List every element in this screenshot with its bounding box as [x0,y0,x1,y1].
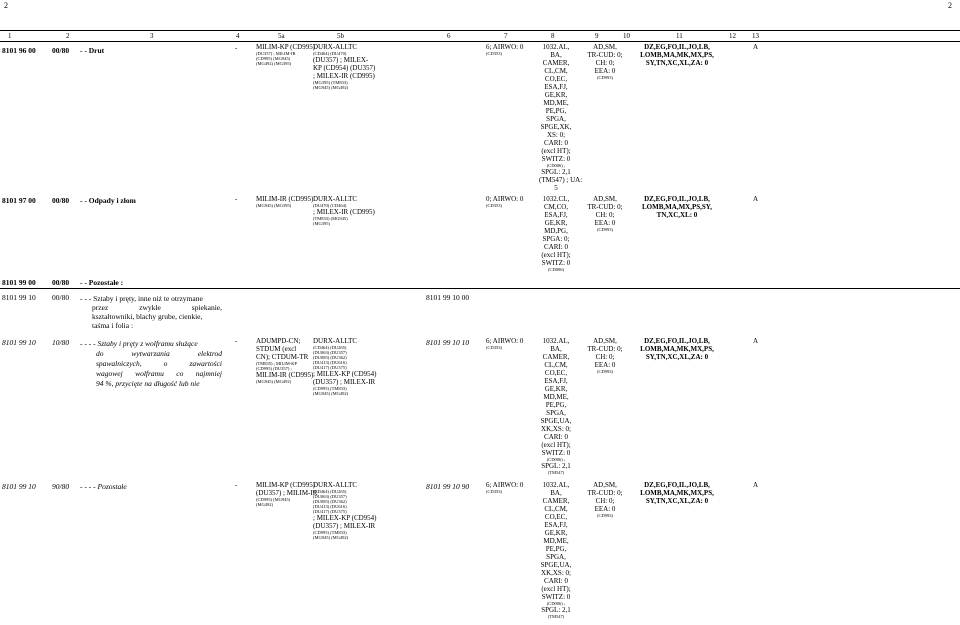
col8-cell: 1032.AL, BA, CAMER, CL,CM, CO,EC, ESA,FJ, GE,KR, MD,ME, PE,PG, SPGA, SPGE,XK, XS: 0; CARI: 0 (excl HT); SWITZ: 0 (CD006) ; SPGL: 2,1 (TM547) ; UA: 5 [539,43,583,192]
col4-value: - [235,337,238,345]
page-number-right: 2 [948,1,952,10]
col-header-6: 6 [447,32,451,40]
col9-cell: AD,SM, TR-CUD: 0; CH: 0; EEA: 0 (CD993) [587,481,623,518]
col8-cell: 1032.AL, BA, CAMER, CL,CM, CO,EC, ESA,FJ, GE,KR, MD,ME, PE,PG, SPGA, SPGE,UA, XK,XS: 0; CARI: 0 (excl HT); SWITZ: 0 (CD006) ; SPGL: 2,1 (TM547) [540,337,572,475]
cn-code: 8101 96 00 [2,46,36,55]
cn-suffix: 00/80 [52,196,70,205]
row-description: - - - Sztaby i pręty, inne niż te otrzymane przez zwykłe spiekanie, kształtowniki, blachy grube, cienkie, taśma i folia : [80,294,222,330]
row-description: - - Drut [80,46,105,55]
col4-value: - [235,195,238,203]
col6-value: 8101 99 10 00 [426,293,470,302]
col4-value: - [235,44,238,52]
col8-cell: 1032.CL, CM,CO, ESA,FJ, GE,KR, MD,PG, SPGA: 0; CARI: 0 (excl HT); SWITZ: 0 (CD006) [541,195,571,272]
col7-cell: 6; AIRWO: 0 (CD353) [486,481,524,494]
page-number-left: 2 [4,1,8,10]
cn-suffix: 90/80 [52,482,70,491]
cn-suffix: 00/80 [52,293,70,302]
col-header-4: 4 [236,32,240,40]
cn-code: 8101 99 10 [2,482,36,491]
col11-cell: DZ,EG,FO,IL,JO,LB, LOMB,MA,MK,MX,PS, SY,TN,XC,XL,ZA: 0 [640,43,714,67]
col-header-11: 11 [676,32,683,40]
col-header-8: 8 [551,32,555,40]
row-description: - - Pozostałe : [80,278,124,287]
col11-cell: DZ,EG,FO,IL,JO,LB, LOMB,MA,MK,MX,PS, SY,TN,XC,XL,ZA: 0 [640,481,714,505]
row-description: - - - - Sztaby i pręty z wolframu służące do wytwarzania elektrod spawalniczych, o zawartości wagowej wolframu co najmniej 94 %, przycięte na długość lub nie [80,339,222,388]
col9-cell: AD,SM, TR-CUD: 0; CH: 0; EEA: 0 (CD993) [587,337,623,374]
cn-code: 8101 97 00 [2,196,36,205]
row-description: - - Odpady i złom [80,196,136,205]
col-header-12: 12 [729,32,736,40]
cn-suffix: 00/80 [52,46,70,55]
col5a-cell: MILIM-KP (CD995) (DU357) ; MILIM-IR (CD995) (MG945) (MG492) [256,481,318,507]
col9-cell: AD,SM, TR-CUD: 0; CH: 0; EEA: 0 (CD993) [587,195,623,232]
col-header-13: 13 [752,32,759,40]
col13-value: A [753,481,759,489]
col-header-9: 9 [595,32,599,40]
cn-code: 8101 99 10 [2,293,36,302]
col5b-cell: DURX-ALLTC (CD464) (DU265) (DU063) (DU357) (DU085) (DU362) (DU413) (DU616) (DU417) (DU375) ; MILEX-KP (CD954) (DU357) ; MILEX-IR (CD995) (TM833) (MG945) (MG492) [313,337,377,396]
col9-cell: AD,SM, TR-CUD: 0; CH: 0; EEA: 0 (CD993) [587,43,623,80]
col5b-cell: DURX-ALLTC (DU470) (CD464) ; MILEX-IR (CD995) (TM833) (MG945) (MG395) [313,195,375,226]
col-header-5b: 5b [337,32,344,40]
row-description: - - - - Pozostałe [80,482,127,491]
col-header-10: 10 [623,32,630,40]
col-header-1: 1 [8,32,12,40]
col4-value: - [235,481,238,489]
col6-value: 8101 99 10 10 [426,338,470,347]
col5b-cell: DURX-ALLTC (CD464) (DU470) (DU357) ; MILEX- KP (CD954) (DU357) ; MILEX-IR (CD995) (MG395) (TM833) (MG945) (MG492) [313,43,376,90]
col7-cell: 6; AIRWO: 0 (CD353) [486,337,524,350]
col-header-2: 2 [66,32,70,40]
col7-cell: 6; AIRWO: 0 (CD353) [486,43,524,56]
col6-value: 8101 99 10 90 [426,482,470,491]
cn-suffix: 10/80 [52,338,70,347]
col7-cell: 0; AIRWO: 0 (CD353) [486,195,524,208]
column-header-row [0,30,960,42]
cn-suffix: 00/80 [52,278,70,287]
cn-code: 8101 99 00 [2,278,36,287]
col13-value: A [753,337,759,345]
col13-value: A [753,43,759,51]
col-header-3: 3 [150,32,154,40]
col5b-cell: DURX-ALLTC (CD464) (DU265) (DU063) (DU357) (DU085) (DU362) (DU413) (DU616) (DU417) (DU375) ; MILEX-KP (CD954) (DU357) ; MILEX-IR (CD995) (TM833) (MG945) (MG492) [313,481,377,540]
col5a-cell: MILIM-KP (CD995) (DU357) ; MILIM-IR (CD995) (MG945) (MG492) (MG395) [256,43,316,66]
col5a-cell: ADUMPD-CN; STDUM (excl CN); CTDUM-TR (TM835) ; MILIM-KP (CD995) (DU357) ; MILIM-IR (CD995) (MG945) (MG492) [256,337,314,384]
col8-cell: 1032.AL, BA, CAMER, CL,CM, CO,EC, ESA,FJ, GE,KR, MD,ME, PE,PG, SPGA, SPGE,UA, XK,XS: 0; CARI: 0 (excl HT); SWITZ: 0 (CD006) ; SPGL: 2,1 (TM547) [540,481,572,619]
col5a-cell: MILIM-IR (CD995) (MG945) (MG395) [256,195,314,208]
cn-code: 8101 99 10 [2,338,36,347]
col-header-5a: 5a [278,32,285,40]
col13-value: A [753,195,759,203]
row-separator [0,288,960,289]
col11-cell: DZ,EG,FO,IL,JO,LB, LOMB,MA,MX,PS,SY, TN,XC,XL: 0 [642,195,712,219]
col11-cell: DZ,EG,FO,IL,JO,LB, LOMB,MA,MK,MX,PS, SY,TN,XC,XL,ZA: 0 [640,337,714,361]
col-header-7: 7 [504,32,508,40]
